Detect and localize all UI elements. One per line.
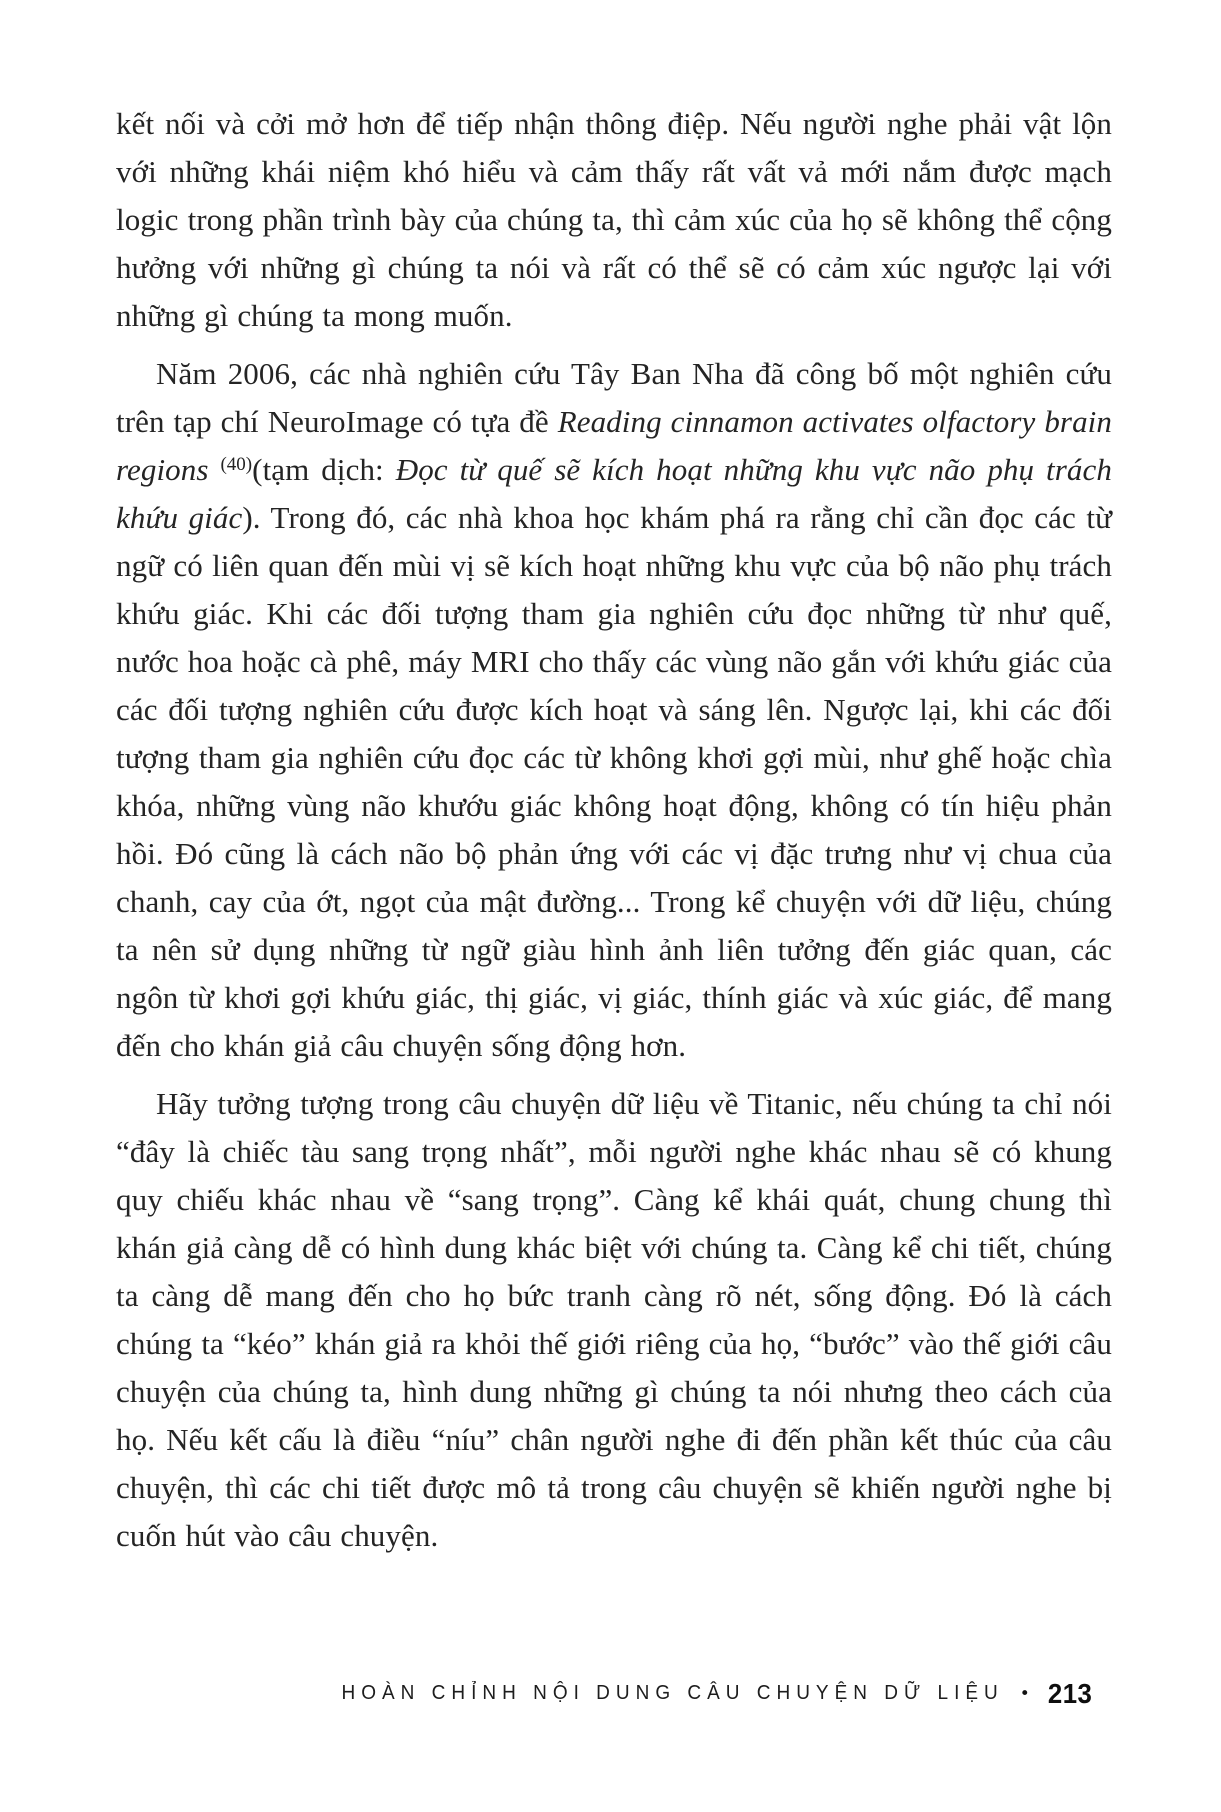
bullet-separator-icon: • xyxy=(1019,1683,1030,1704)
paragraph-text: Hãy tưởng tượng trong câu chuyện dữ liệu về Titanic, nếu chúng ta chỉ nói “đây là chiếc tàu sang trọng nhất”, mỗi người nghe khác nhau sẽ có khung quy chiếu khác nhau về “sang trọng”. Càng kể khái quát, chung chung thì khán giả càng dễ có hình dung khác biệt với chúng ta. Càng kể chi tiết, chúng ta càng dễ mang đến cho họ bức tranh càng rõ nét, sống động. Đó là cách chúng ta “kéo” khán giả ra khỏi thế giới riêng của họ, “bước” vào thế giới câu chuyện của chúng ta, hình dung những gì chúng ta nói nhưng theo cách của họ. Nếu kết cấu là điều “níu” chân người nghe đi đến phần kết thúc của câu chuyện, thì các chi tiết được mô tả trong câu chuyện sẽ khiến người nghe bị cuốn hút vào câu chuyện. xyxy=(116,1086,1112,1553)
body-text xyxy=(116,100,1112,1560)
paragraph xyxy=(116,1080,1112,1560)
paragraph-text: ). Trong đó, các nhà khoa học khám phá ra rằng chỉ cần đọc các từ ngữ có liên quan đến mùi vị sẽ kích hoạt những khu vực của bộ não phụ trách khứu giác. Khi các đối tượng tham gia nghiên cứu đọc những từ như quế, nước hoa hoặc cà phê, máy MRI cho thấy các vùng não gắn với khứu giác của các đối tượng nghiên cứu được kích hoạt và sáng lên. Ngược lại, khi các đối tượng tham gia nghiên cứu đọc các từ không khơi gợi mùi, như ghế hoặc chìa khóa, những vùng não khướu giác không hoạt động, không có tín hiệu phản hồi. Đó cũng là cách não bộ phản ứng với các vị đặc trưng như vị chua của chanh, cay của ớt, ngọt của mật đường... Trong kể chuyện với dữ liệu, chúng ta nên sử dụng những từ ngữ giàu hình ảnh liên tưởng đến giác quan, các ngôn từ khơi gợi khứu giác, thị giác, vị giác, thính giác và xúc giác, để mang đến cho khán giả câu chuyện sống động hơn. xyxy=(116,500,1112,1063)
study-title-italic: Reading cinnamon activates olfactory brain regions xyxy=(116,404,1112,487)
translated-title-italic: Đọc từ quế sẽ kích hoạt những khu vực não phụ trách khứu giác xyxy=(116,452,1112,535)
paragraph xyxy=(116,350,1112,1070)
page-footer xyxy=(116,1678,1094,1710)
running-head: HOÀN CHỈNH NỘI DUNG CÂU CHUYỆN DỮ LIỆU xyxy=(341,1682,1004,1705)
paragraph-text: kết nối và cởi mở hơn để tiếp nhận thông điệp. Nếu người nghe phải vật lộn với những khái niệm khó hiểu và cảm thấy rất vất vả mới nắm được mạch logic trong phần trình bày của chúng ta, thì cảm xúc của họ sẽ không thể cộng hưởng với những gì chúng ta nói và rất có thể sẽ có cảm xúc ngược lại với những gì chúng ta mong muốn. xyxy=(116,106,1112,333)
paragraph-text: (tạm dịch: xyxy=(252,452,396,487)
footnote-reference: (40) xyxy=(220,454,253,475)
paragraph xyxy=(116,100,1112,340)
paragraph-text: Năm 2006, các nhà nghiên cứu Tây Ban Nha đã công bố một nghiên cứu trên tạp chí NeuroImage có tựa đề xyxy=(116,356,1112,439)
page-number: 213 xyxy=(1047,1678,1093,1709)
